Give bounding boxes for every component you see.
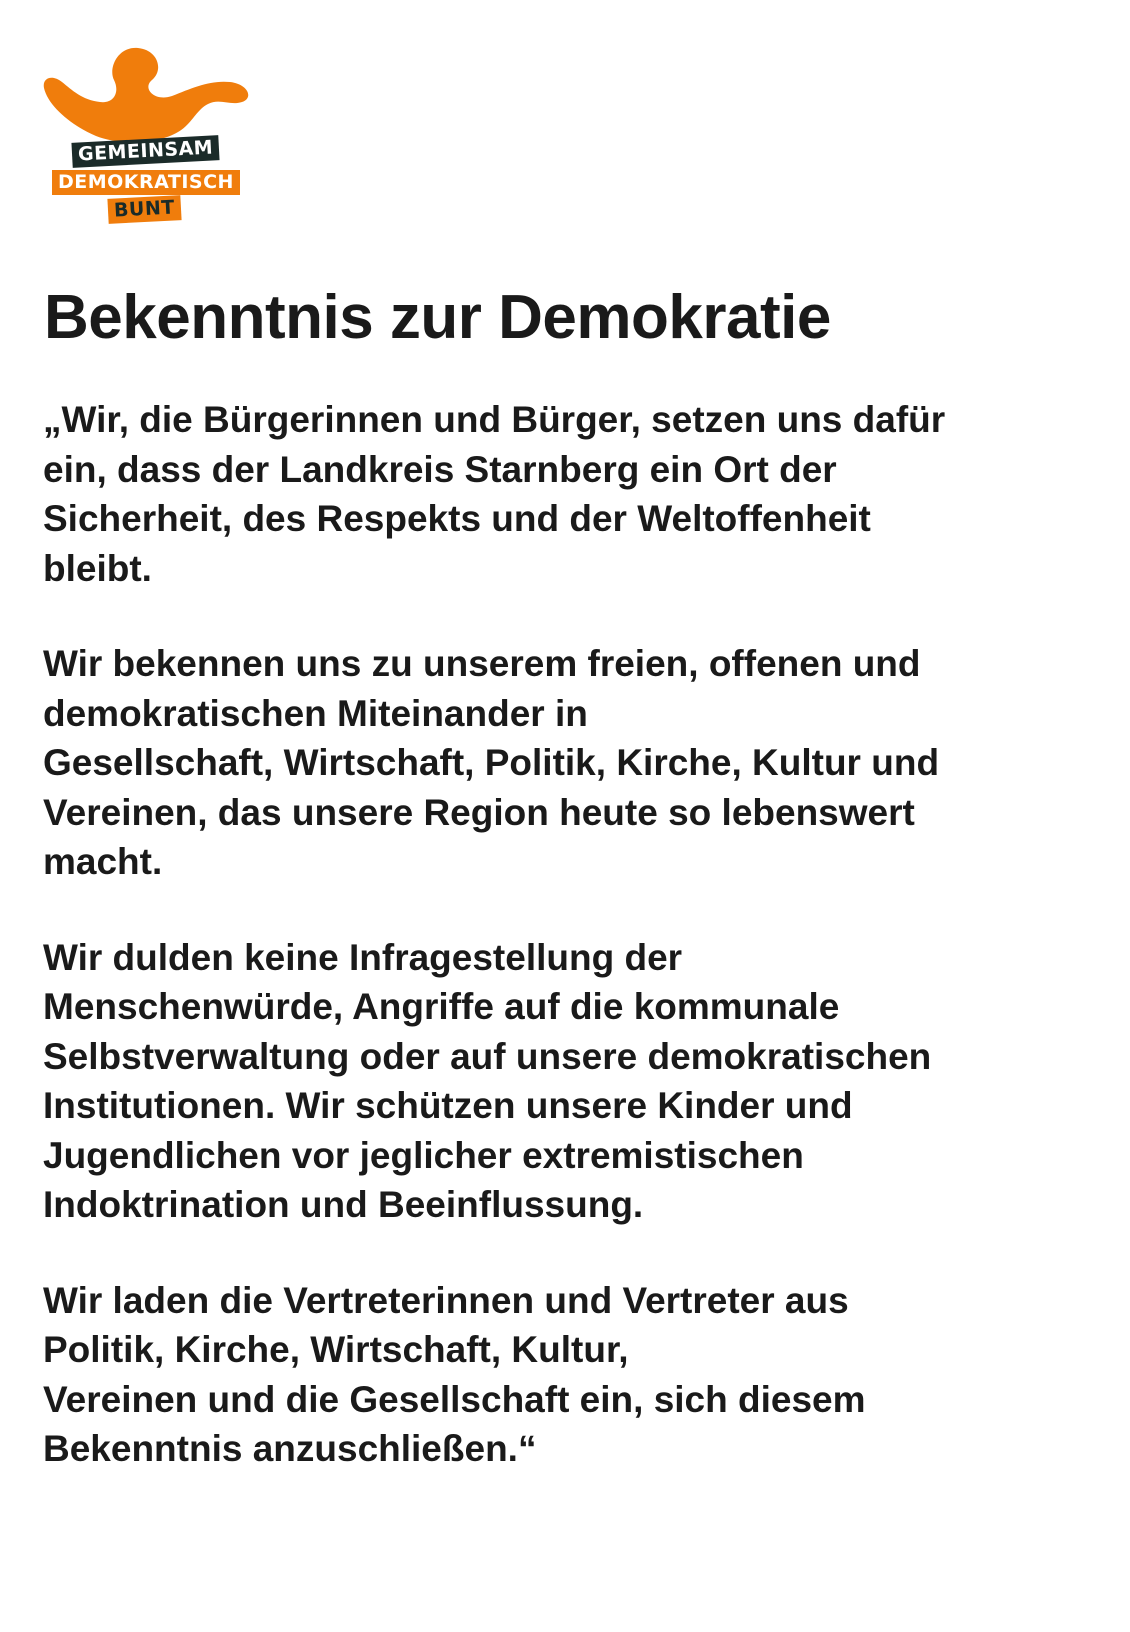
paragraph-line: demokratischen Miteinander in: [43, 692, 588, 734]
logo-badge-bunt: BUNT: [107, 195, 181, 224]
paragraph-line: Jugendlichen vor jeglicher extremistischen: [43, 1134, 804, 1176]
paragraph-line: Indoktrination und Beeinflussung.: [43, 1184, 644, 1225]
paragraph-4: [43, 1276, 1103, 1474]
paragraph-line: Wir dulden keine Infragestellung der: [43, 936, 683, 978]
paragraph-line: Wir laden die Vertreterinnen und Vertreter aus: [43, 1279, 849, 1321]
paragraph-line: Sicherheit, des Respekts und der Weltoffenheit: [43, 498, 871, 539]
paragraph-line: Selbstverwaltung oder auf unsere demokratischen: [43, 1035, 932, 1077]
logo-badge-demokratisch: DEMOKRATISCH: [52, 170, 240, 195]
paragraph-line: Vereinen, das unsere Region heute so lebenswert: [43, 791, 915, 833]
page-title: Bekenntnis zur Demokratie: [44, 283, 831, 352]
paragraph-line: Vereinen und die Gesellschaft ein, sich diesem: [43, 1378, 866, 1420]
logo-badge-gemeinsam: GEMEINSAM: [71, 135, 219, 168]
paragraph-line: bleibt.: [43, 547, 152, 589]
paragraph-3: [43, 933, 1103, 1230]
paragraph-line: „Wir, die Bürgerinnen und Bürger, setzen uns dafür: [43, 399, 946, 440]
statement-body: [43, 395, 1103, 1520]
paragraph-2: [43, 639, 1103, 887]
logo: [42, 44, 272, 234]
paragraph-line: Menschenwürde, Angriffe auf die kommunale: [43, 986, 840, 1027]
paragraph-line: Gesellschaft, Wirtschaft, Politik, Kirche, Kultur und: [43, 742, 940, 783]
paragraph-line: Institutionen. Wir schützen unsere Kinder und: [43, 1085, 853, 1126]
paragraph-line: Politik, Kirche, Wirtschaft, Kultur,: [43, 1329, 629, 1370]
paragraph-line: Bekenntnis anzuschließen.“: [43, 1428, 537, 1469]
paragraph-line: ein, dass der Landkreis Starnberg ein Ort der: [43, 448, 837, 490]
paragraph-1: [43, 395, 1103, 593]
paragraph-line: Wir bekennen uns zu unserem freien, offenen und: [43, 643, 921, 684]
paragraph-line: macht.: [43, 841, 163, 882]
